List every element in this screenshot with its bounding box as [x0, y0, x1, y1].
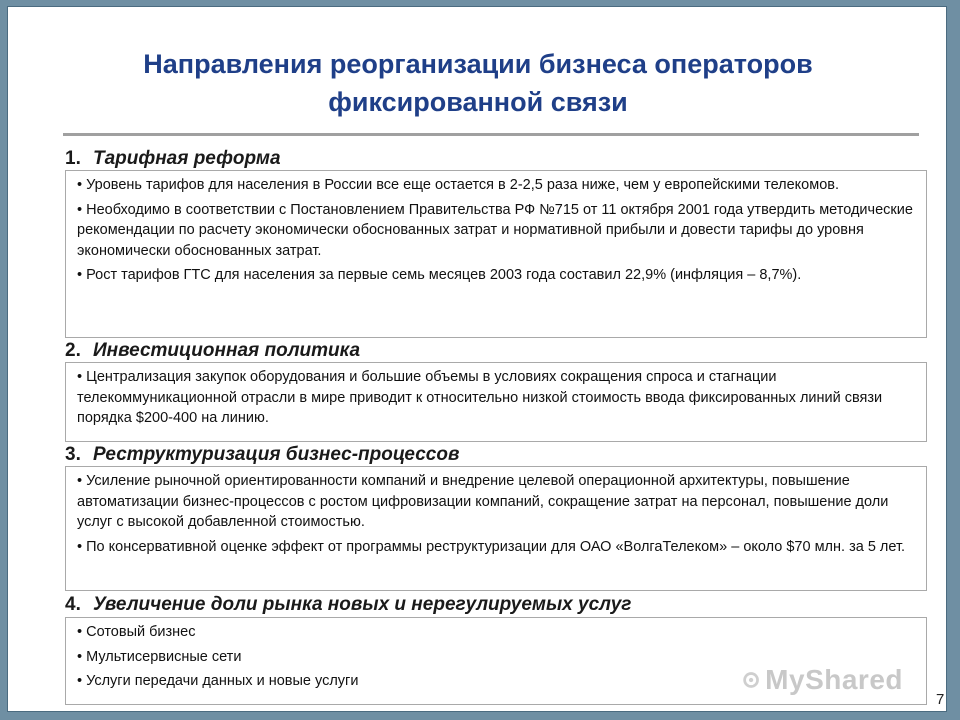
section-number: 2. [65, 340, 81, 361]
section-title: Увеличение доли рынка новых и нерегулируемых услуг [93, 594, 632, 615]
section-title: Тарифная реформа [93, 148, 281, 169]
section-heading-investment-policy [65, 340, 360, 362]
watermark [743, 660, 903, 700]
section-box-business-restructuring [65, 466, 927, 591]
section-number: 4. [65, 594, 81, 615]
watermark-text: MyShared [765, 664, 903, 695]
section-heading-tariff-reform [65, 148, 281, 170]
section-title: Реструктуризация бизнес-процессов [93, 444, 460, 465]
section-box-tariff-reform [65, 170, 927, 338]
section-box-investment-policy [65, 362, 927, 442]
title-line-1: Направления реорганизации бизнеса операторов [143, 49, 813, 79]
bullet-item: • Уровень тарифов для населения в России все еще остается в 2-2,5 раза ниже, чем у европейскими телекомов. [77, 177, 840, 193]
watermark-logo-icon [743, 665, 759, 695]
bullet-item: • Необходимо в соответствии с Постановлением Правительства РФ №715 от 11 октября 2001 года утвердить методические рекомендации по расчету экономически обоснованных затрат и нормативной прибыли и довести тарифы до уровня экономически обоснованных затрат. [77, 201, 913, 259]
bullet-item: • По консервативной оценке эффект от программы реструктуризации для ОАО «ВолгаТелеком» – около $70 млн. за 5 лет. [77, 538, 906, 555]
slide [7, 6, 947, 712]
section-number: 3. [65, 444, 81, 465]
bullet-item: • Централизация закупок оборудования и большие объемы в условиях сокращения спроса и стагнации телекоммуникационной отрасли в мире приводит к относительно низкой стоимость ввода фиксированных линий связи порядка $200-400 на линию. [77, 369, 883, 426]
section-title: Инвестиционная политика [93, 340, 361, 361]
title-line-2: фиксированной связи [328, 87, 628, 117]
section-number: 1. [65, 148, 81, 169]
section-heading-new-services [65, 594, 631, 616]
bullet-item: • Рост тарифов ГТС для населения за первые семь месяцев 2003 года составил 22,9% (инфляция – 8,7%). [77, 267, 802, 283]
bullet-item: • Услуги передачи данных и новые услуги [77, 673, 359, 689]
bullet-item: • Усиление рыночной ориентированности компаний и внедрение целевой операционной архитектуры, повышение автоматизации бизнес-процессов с ростом цифровизации компаний, сокращение затрат на персонал, повышение доли услуг с высокой добавленной стоимостью. [77, 473, 889, 530]
page-number: 7 [936, 691, 945, 708]
slide-title [8, 45, 948, 121]
bullet-item: • Мультисервисные сети [77, 648, 242, 665]
section-heading-business-restructuring [65, 444, 459, 466]
bullet-item: • Сотовый бизнес [77, 624, 196, 640]
title-divider [63, 133, 919, 136]
